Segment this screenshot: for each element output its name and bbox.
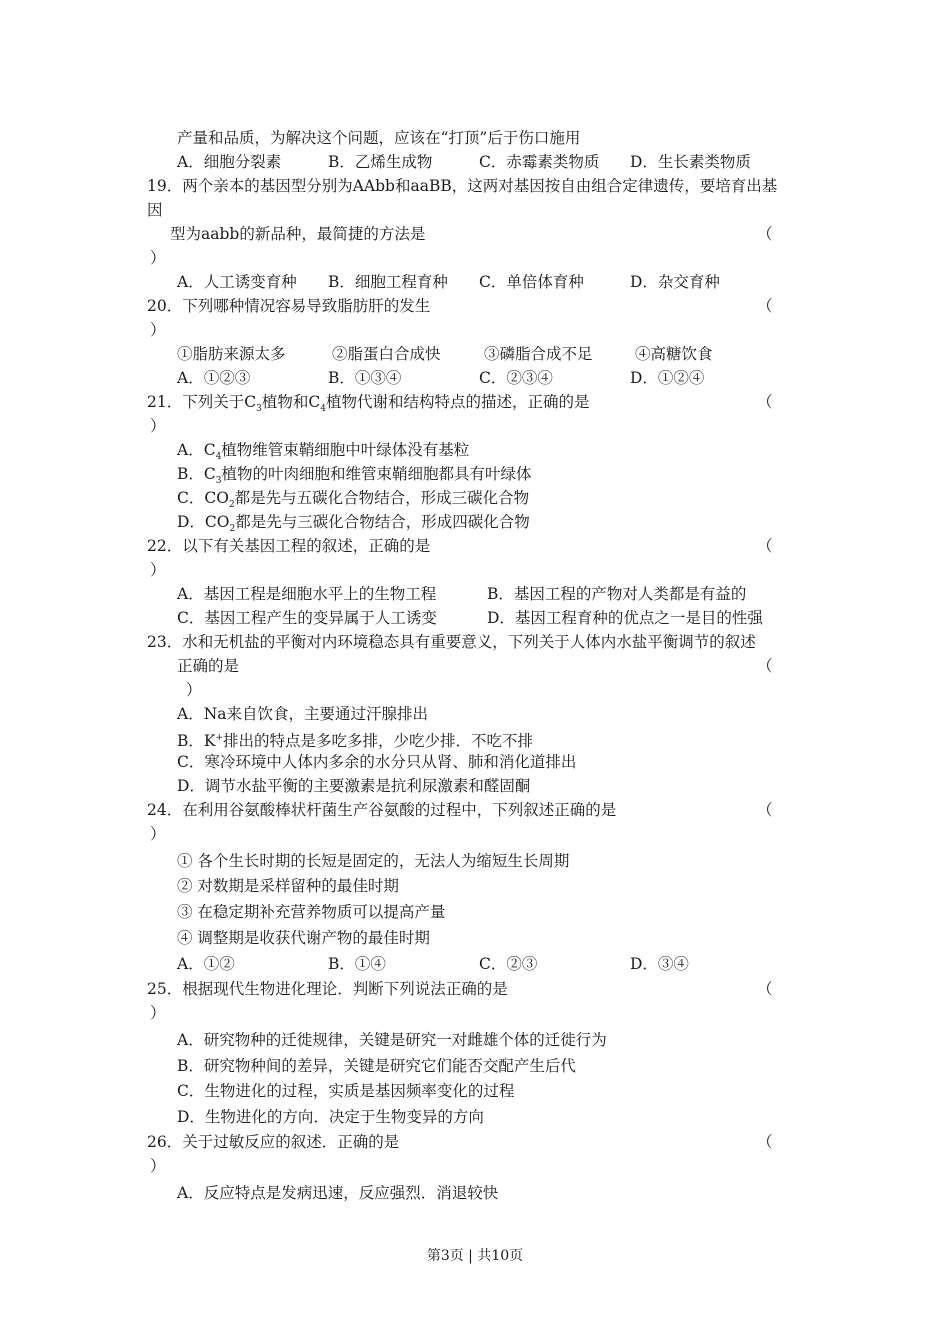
question-19-option-a: A．人工诱变育种 (177, 273, 297, 291)
question-21-stem: 21．下列关于$C_3$植物和$C_4$植物代谢和结构特点的描述，正确的是 (147, 393, 590, 415)
question-19-stem-line2: 型为aabb的新品种，最简捷的方法是 (170, 225, 426, 243)
question-20-item-2: ②脂蛋白合成快 (332, 345, 441, 363)
question-18-option-a: A．细胞分裂素 (177, 153, 282, 171)
question-20-item-3: ③磷脂合成不足 (484, 345, 593, 363)
question-20-stem: 20．下列哪种情况容易导致脂肪肝的发生 (147, 297, 431, 315)
question-24-answer-paren-close: ） (150, 825, 166, 843)
question-24-item-2: ② 对数期是采样留种的最佳时期 (177, 877, 399, 895)
question-21-option-c: C．$CO_2$都是先与五碳化合物结合，形成三碳化合物 (177, 489, 530, 511)
question-22-answer-paren-close: ） (150, 561, 166, 579)
question-25-option-a: A．研究物种的迁徙规律，关键是研究一对雌雄个体的迁徙行为 (177, 1031, 607, 1049)
question-25-answer-paren-close: ） (150, 1004, 166, 1022)
question-22-option-c: C．基因工程产生的变异属于人工诱变 (177, 609, 437, 627)
question-19-stem-wrap: 因 (147, 201, 163, 219)
question-20-answer-paren-close: ） (150, 321, 166, 339)
question-26-answer-paren-close: ） (150, 1157, 166, 1175)
question-22-stem: 22．以下有关基因工程的叙述，正确的是 (147, 537, 431, 555)
question-19-option-b: B．细胞工程育种 (328, 273, 448, 291)
question-25-answer-paren-open: （ (757, 980, 773, 998)
question-20-item-4: ④高糖饮食 (635, 345, 713, 363)
question-20-item-1: ①脂肪来源太多 (177, 345, 286, 363)
question-23-stem-line2: 正确的是 (177, 657, 240, 675)
question-24-option-a: A．①② (177, 955, 235, 973)
question-19-option-d: D．杂交育种 (630, 273, 720, 291)
question-20-option-d: D．①②④ (630, 369, 705, 387)
question-20-option-a: A．①②③ (177, 369, 251, 387)
question-22-option-b: B．基因工程的产物对人类都是有益的 (487, 585, 747, 603)
question-24-option-d: D．③④ (630, 955, 689, 973)
question-23-answer-paren-open: （ (757, 657, 773, 675)
question-19-answer-paren-open: （ (757, 225, 773, 243)
question-21-option-a: A．$C_4$植物维管束鞘细胞中叶绿体没有基粒 (177, 441, 470, 463)
question-24-option-b: B．①④ (328, 955, 386, 973)
question-24-answer-paren-open: （ (757, 801, 773, 819)
question-25-option-c: C．生物进化的过程，实质是基因频率变化的过程 (177, 1082, 515, 1100)
question-20-answer-paren-open: （ (757, 297, 773, 315)
question-23-option-c: C．寒冷环境中人体内多余的水分只从肾、肺和消化道排出 (177, 753, 577, 771)
question-21-answer-paren-close: ） (150, 417, 166, 435)
question-23-answer-paren-close: ） (186, 681, 202, 699)
question-23-option-d: D．调节水盐平衡的主要激素是抗利尿激素和醛固酮 (177, 777, 531, 795)
question-18-option-c: C．赤霉素类物质 (479, 153, 600, 171)
question-20-option-b: B．①③④ (328, 369, 402, 387)
question-21-option-b: B．$C_3$植物的叶肉细胞和维管束鞘细胞都具有叶绿体 (177, 465, 532, 487)
question-24-option-c: C．②③ (479, 955, 538, 973)
question-20-option-c: C．②③④ (479, 369, 553, 387)
question-26-option-a: A．反应特点是发病迅速，反应强烈．消退较快 (177, 1184, 499, 1202)
question-21-answer-paren-open: （ (757, 393, 773, 411)
question-21-option-d: D．$CO_2$都是先与三碳化合物结合，形成四碳化合物 (177, 513, 530, 535)
question-23-option-b: B．K+排出的特点是多吃多排，少吃少排．不吃不排 (177, 732, 534, 751)
question-22-answer-paren-open: （ (757, 537, 773, 555)
question-24-stem: 24．在利用谷氨酸棒状杆菌生产谷氨酸的过程中，下列叙述正确的是 (147, 801, 617, 819)
question-24-item-3: ③ 在稳定期补充营养物质可以提高产量 (177, 903, 446, 921)
question-18-stem-continuation: 产量和品质，为解决这个问题，应该在“打顶”后于伤口施用 (177, 129, 581, 147)
question-19-option-c: C．单倍体育种 (479, 273, 584, 291)
question-25-option-d: D．生物进化的方向．决定于生物变异的方向 (177, 1108, 484, 1126)
question-18-option-d: D．生长素类物质 (630, 153, 751, 171)
question-23-option-a: A．Na来自饮食，主要通过汗腺排出 (177, 705, 428, 723)
question-22-option-a: A．基因工程是细胞水平上的生物工程 (177, 585, 437, 603)
question-26-answer-paren-open: （ (757, 1133, 773, 1151)
question-18-option-b: B．乙烯生成物 (328, 153, 433, 171)
question-25-stem: 25．根据现代生物进化理论．判断下列说法正确的是 (147, 980, 508, 998)
question-24-item-4: ④ 调整期是收获代谢产物的最佳时期 (177, 929, 430, 947)
page-footer: 第3页 | 共10页 (426, 1248, 524, 1264)
question-25-option-b: B．研究物种间的差异，关键是研究它们能否交配产生后代 (177, 1057, 576, 1075)
question-26-stem: 26．关于过敏反应的叙述．正确的是 (147, 1133, 400, 1151)
question-24-item-1: ① 各个生长时期的长短是固定的，无法人为缩短生长周期 (177, 852, 570, 870)
question-22-option-d: D．基因工程育种的优点之一是目的性强 (487, 609, 763, 627)
question-19-answer-paren-close: ） (150, 249, 166, 267)
question-23-stem: 23．水和无机盐的平衡对内环境稳态具有重要意义，下列关于人体内水盐平衡调节的叙述 (147, 633, 756, 651)
question-19-stem: 19．两个亲本的基因型分别为AAbb和aaBB，这两对基因按自由组合定律遗传，要培育出基 (147, 177, 778, 195)
